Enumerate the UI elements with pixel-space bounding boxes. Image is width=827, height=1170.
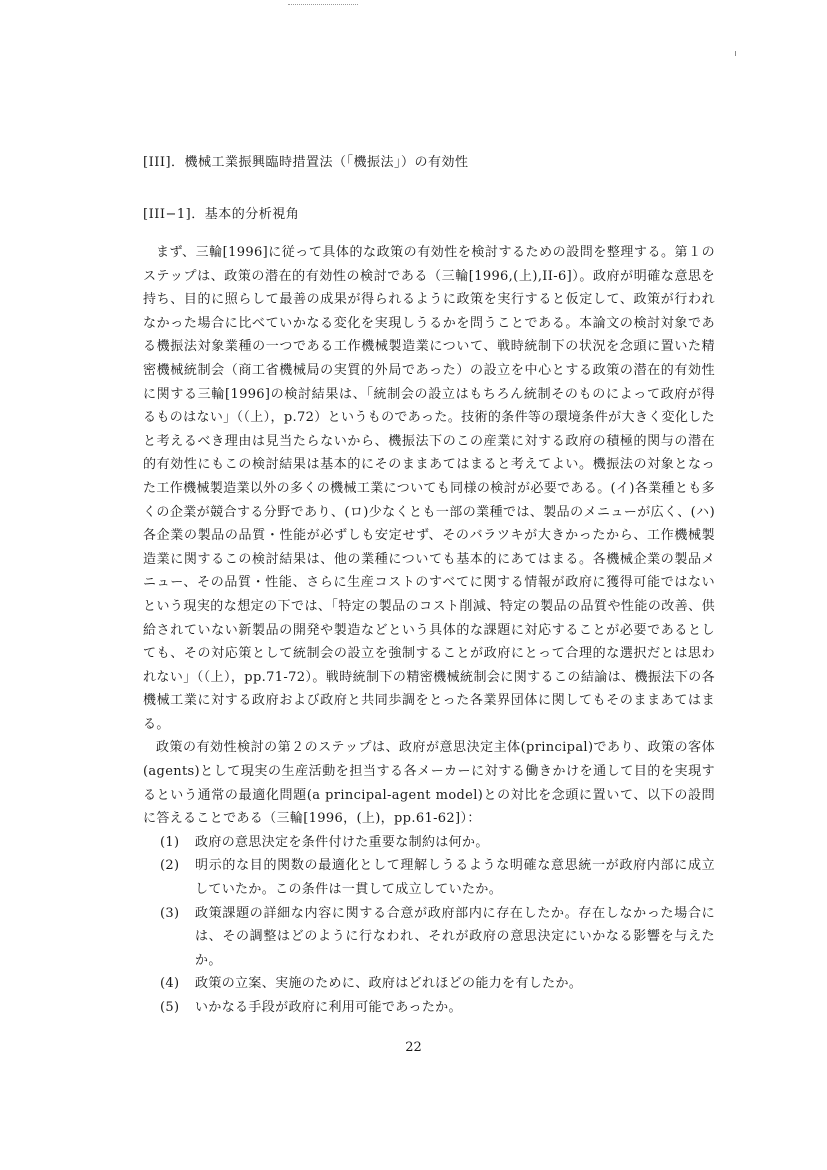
question-text: 明示的な目的関数の最適化として理解しうるような明確な意思統一が政府内部に成立していたか。この条件は一貫して成立していたか。	[195, 858, 715, 898]
question-text: 政策の立案、実施のために、政府はどれほどの能力を有したか。	[195, 976, 583, 992]
body-text	[143, 241, 715, 1020]
section-heading: [III]．機械工業振興臨時措置法（「機振法」）の有効性	[143, 155, 469, 170]
page-number: 22	[405, 1040, 422, 1055]
subsection-heading: [III−1]．基本的分析視角	[143, 207, 300, 222]
question-list	[143, 831, 715, 1020]
question-item	[160, 902, 715, 973]
question-text: 政府の意思決定を条件付けた重要な制約は何か。	[195, 834, 489, 850]
question-number: (2)	[160, 858, 180, 874]
question-item	[160, 996, 715, 1020]
question-text: いかなる手段が政府に利用可能であったか。	[195, 1000, 462, 1015]
scan-artifact-top	[288, 4, 358, 5]
question-number: (5)	[160, 1000, 180, 1015]
question-number: (3)	[160, 905, 180, 921]
question-number: (4)	[160, 976, 180, 992]
question-text: 政策課題の詳細な内容に関する合意が政府部内に存在したか。存在しなかった場合には、その調整はどのように行なわれ、それが政府の意思決定にいかなる影響を与えたか。	[195, 905, 715, 968]
question-item	[160, 972, 715, 996]
question-number: (1)	[160, 834, 180, 850]
scan-artifact-right	[735, 51, 736, 56]
question-item	[160, 854, 715, 901]
paragraph-2: 政策の有効性検討の第２のステップは、政府が意思決定主体(principal)であり、政策の客体(agents)として現実の生産活動を担当する各メーカーに対する働きかけを通して目的を実現するという通常の最適化問題(a principal-agent model)との対比を念頭に置いて、以下の設問に答えることである（三輪[1996，(上)，pp.61-62]）：	[143, 740, 715, 827]
paragraph-1: まず、三輪[1996]に従って具体的な政策の有効性を検討するための設問を整理する。第１のステップは、政策の潜在的有効性の検討である（三輪[1996,(上),II-6]）。政府が明確な意思を持ち、目的に照らして最善の成果が得られるように政策を実行すると仮定して、政策が行われなかった場合に比べていかなる変化を実現しうるかを問うことである。本論文の検討対象である機振法対象業種の一つである工作機械製造業について、戦時統制下の状況を念頭に置いた精密機械統制会（商工省機械局の実質的外局であった）の設立を中心とする政策の潜在的有効性に関する三輪[1996]の検討結果は、「統制会の設立はもちろん統制そのものによって政府が得るものはない」（（上），p.72）というものであった。技術的条件等の環境条件が大きく変化したと考えるべき理由は見当たらないから、機振法下のこの産業に対する政府の積極的関与の潜在的有効性にもこの検討結果は基本的にそのままあてはまると考えてよい。機振法の対象となった工作機械製造業以外の多くの機械工業についても同様の検討が必要である。(イ)各業種とも多くの企業が競合する分野であり、(ロ)少なくとも一部の業種では、製品のメニューが広く、(ハ)各企業の製品の品質・性能が必ずしも安定せず、そのバラツキが大きかったから、工作機械製造業に関するこの検討結果は、他の業種についても基本的にあてはまる。各機械企業の製品メニュー、その品質・性能、さらに生産コストのすべてに関する情報が政府に獲得可能ではないという現実的な想定の下では、「特定の製品のコスト削減、特定の製品の品質や性能の改善、供給されていない新製品の開発や製造などという具体的な課題に対応することが必要であるとしても、その対応策として統制会の設立を強制することが政府にとって合理的な選択だとは思われない」（（上），pp.71-72）。戦時統制下の精密機械統制会に関するこの結論は、機振法下の各機械工業に対する政府および政府と共同歩調をとった各業界団体に関してもそのままあてはまる。	[143, 245, 715, 732]
question-item	[160, 831, 715, 855]
